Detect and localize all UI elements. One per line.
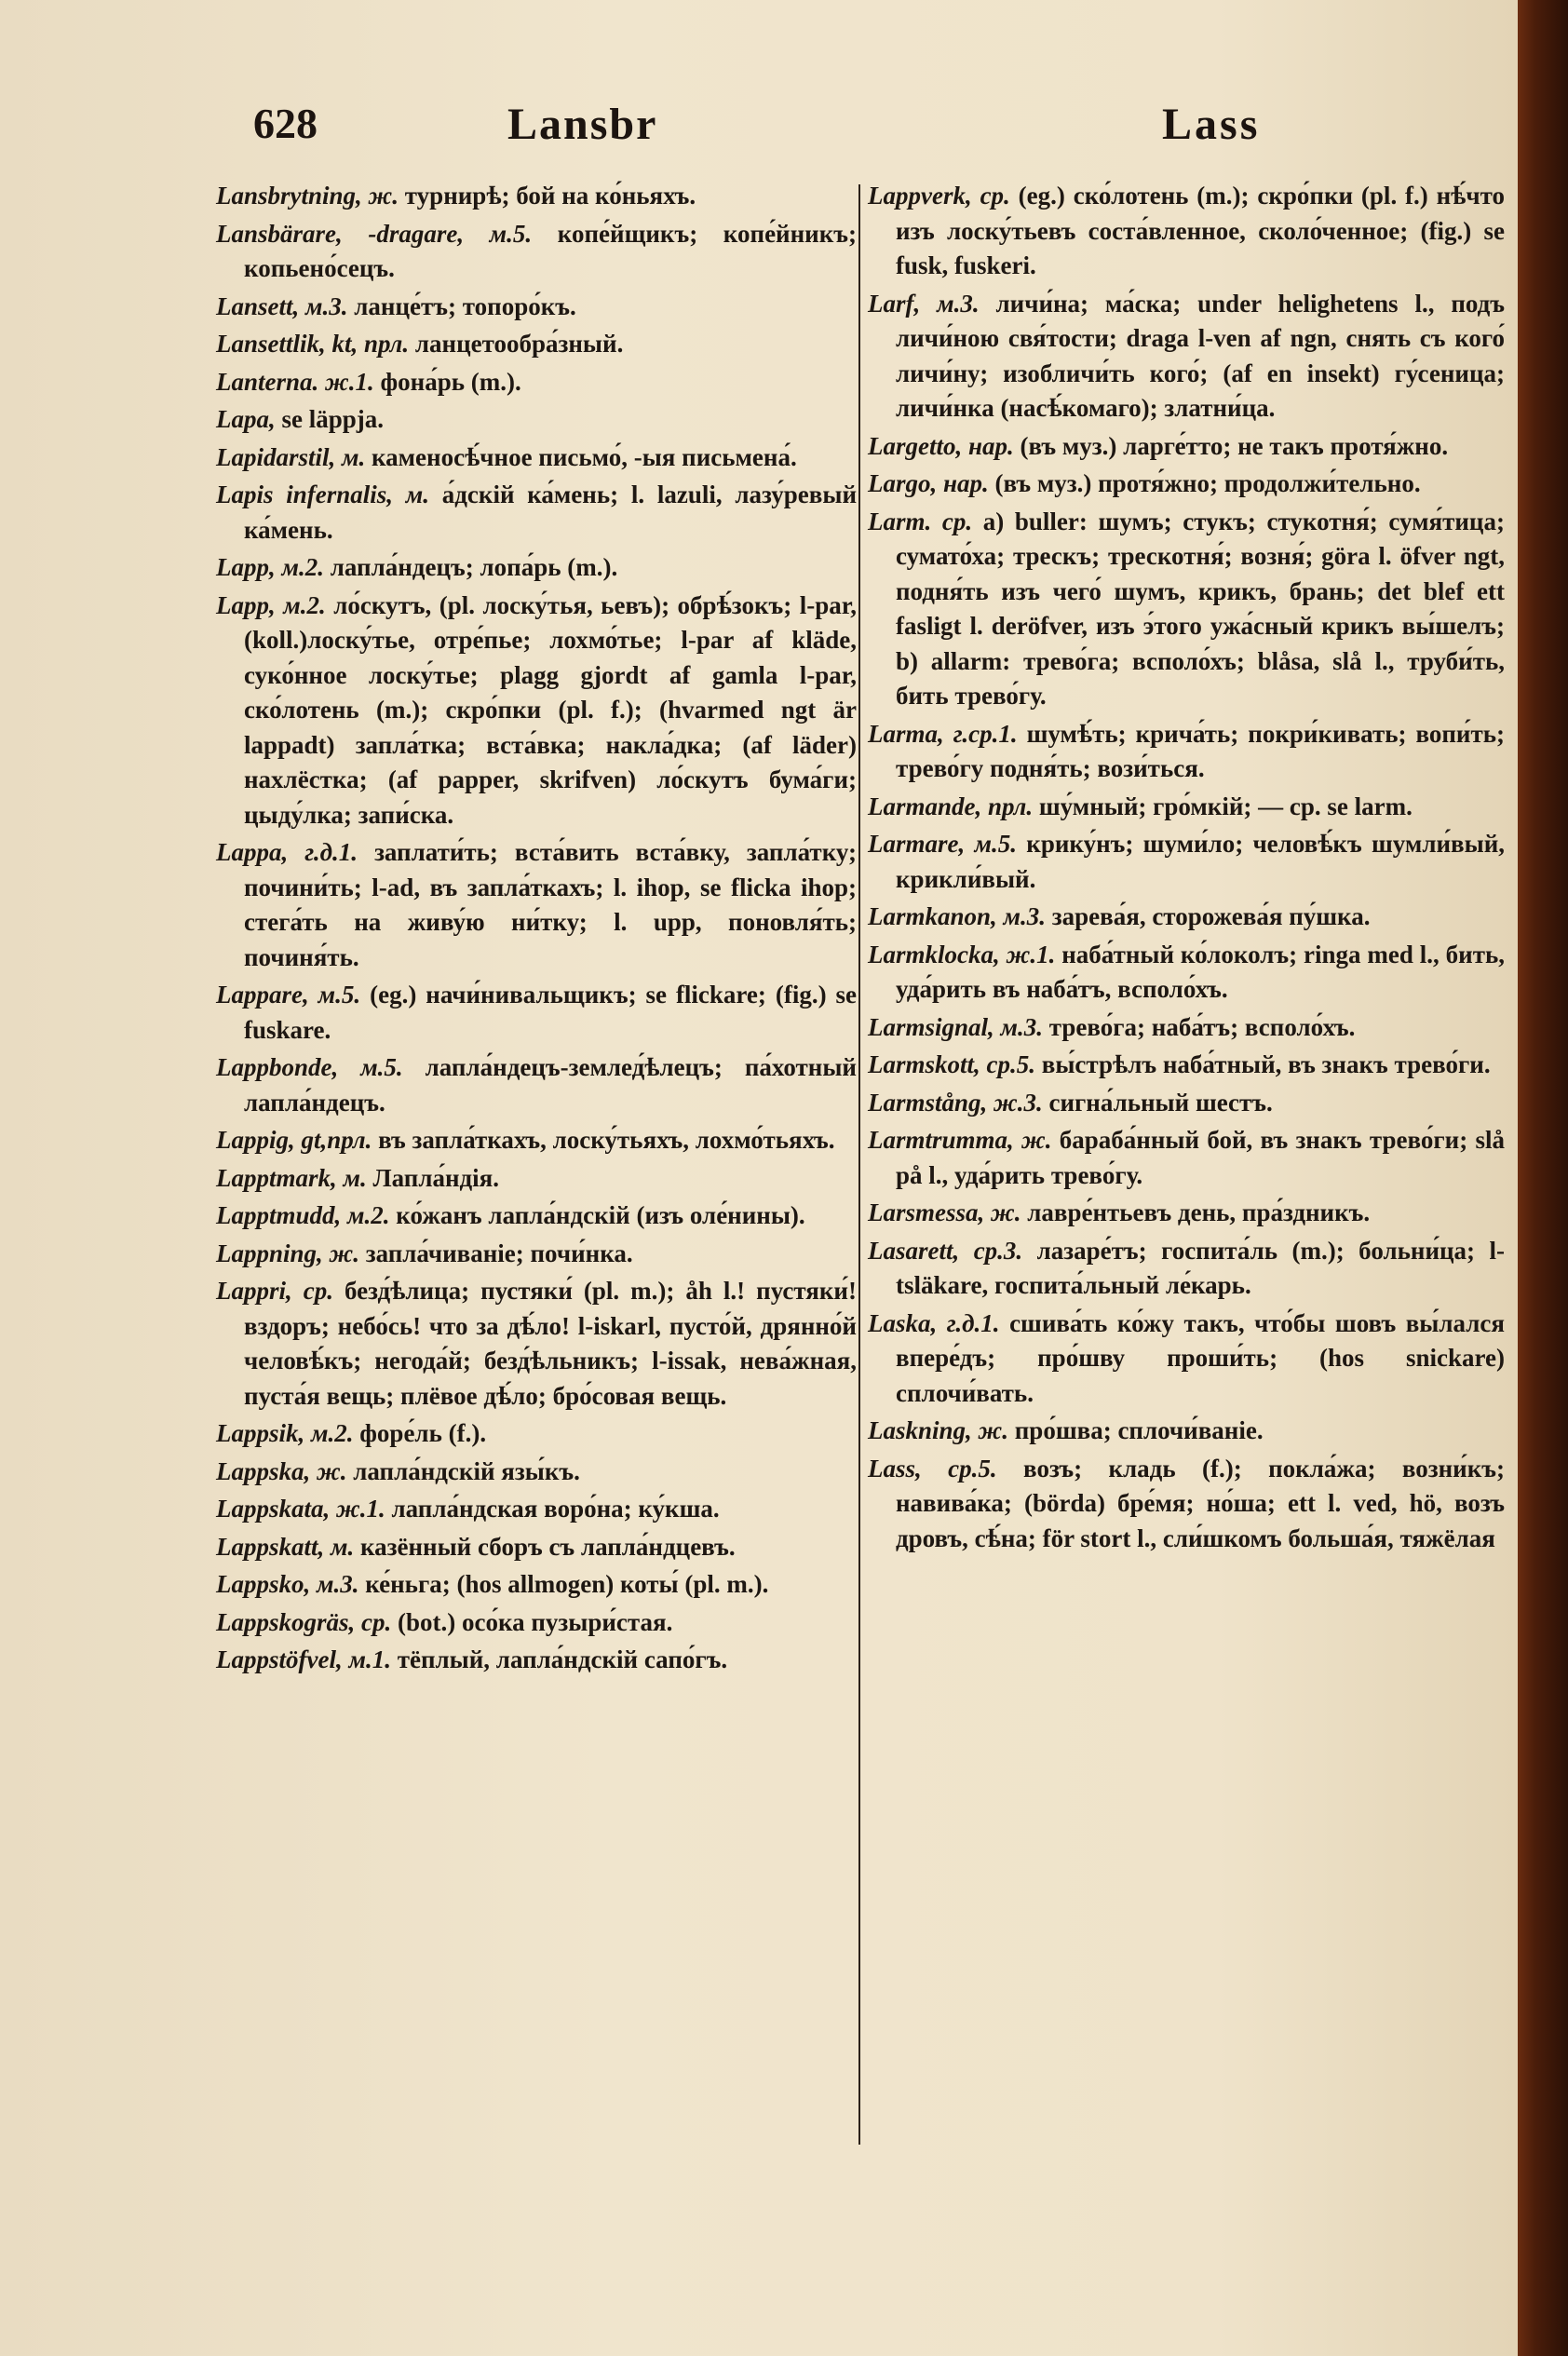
entry-headword: Lappri, ср.	[216, 1277, 333, 1305]
entry-definition: (eg.) начи́нивальщикъ; se flickare; (fig.) se fuskare.	[244, 981, 858, 1044]
entry-definition: запла́чиваніе; почи́нка.	[365, 1239, 633, 1267]
dictionary-entry	[868, 179, 1505, 284]
dictionary-entry	[216, 1605, 857, 1641]
entry-definition: лапла́ндецъ; лопа́рь (m.).	[330, 553, 618, 581]
entry-headword: Largetto, нар.	[868, 431, 1014, 460]
entry-definition: лапла́ндская воро́на; ку́кша.	[391, 1495, 720, 1523]
entry-definition: лапла́ндскій язы́къ.	[353, 1456, 580, 1485]
entry-definition: возъ; кладь (f.); покла́жа; возни́къ; навива́ка; (börda) бре́мя; но́ша; ett l. ved, hö, возъ дровъ, сѣ́на; för stort l., сли́шкомъ больша́я, тяжёлая	[896, 1454, 1505, 1552]
dictionary-entry	[216, 1492, 857, 1527]
entry-definition: ланце́тъ; топоро́къ.	[354, 291, 576, 320]
dictionary-entry	[216, 179, 857, 214]
dictionary-entry	[216, 217, 857, 287]
entry-definition: турнирѣ; бой на ко́ньяхъ.	[404, 182, 696, 210]
entry-definition: (bot.) осо́ка пузыри́стая.	[398, 1607, 673, 1636]
entry-headword: Lappbonde, м.5.	[216, 1053, 403, 1081]
dictionary-entry	[216, 835, 857, 975]
dictionary-entry	[216, 589, 857, 833]
entry-headword: Larmstång, ж.3.	[868, 1088, 1043, 1117]
left-column	[216, 179, 857, 1681]
guide-word-left: Lansbr	[507, 100, 658, 149]
entry-definition: вы́стрѣлъ наба́тный, въ знакъ трево́ги.	[1041, 1050, 1491, 1078]
entry-headword: Lappsko, м.3.	[216, 1570, 359, 1598]
entry-definition: личи́на; ма́ска; under helighetens l., подъ личи́ною свя́тости; draga l-ven af ngn, снять съ кого́ личи́ну; изобличи́ть кого́; (af en insekt) гу́сеница; личи́нка (насѣ́комаго); златни́ца.	[896, 289, 1505, 422]
entry-definition: лазаре́тъ; госпита́ль (m.); больни́ца; l-tsläkare, госпита́льный ле́карь.	[896, 1236, 1505, 1299]
entry-definition: сшива́ть ко́жу такъ, что́бы шовъ вы́лался впере́дъ; про́шву проши́ть; (hos snickare) сплочи́вать.	[896, 1308, 1505, 1407]
entry-headword: Lansett, м.3.	[216, 291, 348, 320]
dictionary-entry	[868, 1010, 1505, 1046]
entry-definition: ке́ньга; (hos allmogen) коты́ (pl. m.).	[365, 1570, 769, 1598]
dictionary-entry	[868, 505, 1505, 714]
entry-definition: (въ муз.) протя́жно; продолжи́тельно.	[994, 469, 1421, 497]
entry-headword: Lappskogräs, ср.	[216, 1607, 392, 1636]
entry-definition: форе́ль (f.).	[359, 1419, 487, 1447]
entry-headword: Larmklocka, ж.1.	[868, 940, 1056, 968]
entry-definition: ко́жанъ лапла́ндскій (изъ оле́нины).	[396, 1201, 805, 1229]
dictionary-entry	[216, 402, 857, 438]
guide-word-right: Lass	[1162, 100, 1261, 149]
dictionary-entry	[216, 1530, 857, 1565]
entry-headword: Lapptmark, м.	[216, 1163, 367, 1192]
entry-headword: Lappverk, ср.	[868, 182, 1010, 210]
dictionary-entry	[868, 790, 1505, 825]
dictionary-entry	[868, 827, 1505, 897]
dictionary-entry	[868, 467, 1505, 502]
entry-headword: Lansettlik, kt, прл.	[216, 330, 410, 358]
dictionary-entry	[868, 1123, 1505, 1193]
dictionary-entry	[868, 1086, 1505, 1121]
dictionary-entry	[216, 1050, 857, 1120]
dictionary-entry	[868, 717, 1505, 787]
dictionary-entry	[216, 1237, 857, 1272]
entry-headword: Lappskata, ж.1.	[216, 1495, 385, 1523]
entry-headword: Lappstöfvel, м.1.	[216, 1645, 391, 1673]
entry-headword: Larmtrumma, ж.	[868, 1126, 1052, 1154]
entry-headword: Lansbärare, -dragare, м.5.	[216, 219, 533, 248]
dictionary-entry	[216, 1123, 857, 1158]
dictionary-entry	[868, 287, 1505, 427]
entry-definition: безд́ѣлица; пустяки́ (pl. m.); åh l.! пустяки́! вздоръ; небо́сь! что за дѣ́ло! l-iskarl, пусто́й, дрянно́й человѣ́къ; негода́й; безд́ѣльникъ; l-issak, нева́жная, пуста́я вещь; плёвое дѣ́ло; бро́совая вещь.	[244, 1277, 857, 1410]
entry-headword: Lappning, ж.	[216, 1239, 359, 1267]
column-divider	[858, 184, 860, 2145]
dictionary-entry	[868, 900, 1505, 935]
entry-headword: Lapis infernalis, м.	[216, 481, 430, 508]
dictionary-entry	[216, 978, 857, 1048]
entry-definition: a) buller: шумъ; стукъ; стукотня́; сумя́тица; сумато́ха; трескъ; трескотня́; возня́; göra l. öfver ngt, подня́ть изъ чего́ шумъ, крикъ, брань; det blef ett fasligt l. deröfver, изъ э́того ужа́сный крикъ вы́шелъ; b) allarm: трево́га; всполо́хъ; blåsa, slå l., труби́ть, бить трево́гу.	[896, 507, 1505, 710]
dictionary-entry	[216, 1643, 857, 1678]
entry-headword: Largo, нар.	[868, 469, 989, 497]
entry-headword: Larm. ср.	[868, 507, 973, 535]
dictionary-entry	[216, 1455, 857, 1490]
dictionary-entry	[216, 327, 857, 362]
entry-definition: зарева́я, сторожева́я пу́шка.	[1051, 902, 1371, 930]
entry-headword: Larsmessa, ж.	[868, 1198, 1021, 1226]
entry-definition: наба́тный ко́локолъ; ringa med l., бить, уда́рить въ наба́тъ, всполо́хъ.	[896, 940, 1506, 1003]
entry-headword: Larmande, прл.	[868, 792, 1034, 820]
page-header	[0, 93, 1518, 158]
dictionary-entry	[868, 1452, 1505, 1557]
dictionary-entry	[216, 1161, 857, 1197]
entry-headword: Lass, ср.5.	[868, 1454, 997, 1483]
entry-definition: а́дскій ка́мень; l. lazuli, лазу́ревый ка́мень.	[244, 481, 857, 544]
entry-definition: шумѣ́ть; крича́ть; покри́кивать; вопи́ть; трево́гу подня́ть; вози́ться.	[896, 719, 1505, 782]
entry-headword: Larmare, м.5.	[868, 830, 1018, 858]
entry-headword: Lansbrytning, ж.	[216, 182, 399, 210]
entry-definition: ланцетообра́зный.	[414, 330, 624, 358]
entry-definition: трево́га; наба́тъ; всполо́хъ.	[1048, 1012, 1356, 1041]
dictionary-entry	[216, 550, 857, 586]
dictionary-entry	[216, 478, 857, 548]
entry-definition: въ запла́ткахъ, лоску́тьяхъ, лохмо́тьяхъ.	[378, 1126, 835, 1154]
dictionary-entry	[216, 440, 857, 476]
dictionary-entry	[216, 1198, 857, 1234]
entry-definition: копе́йщикъ; копе́йникъ; копьено́сецъ.	[244, 219, 858, 282]
dictionary-entry	[216, 290, 857, 325]
dictionary-entry	[868, 1048, 1505, 1083]
entry-headword: Lappig, gt,прл.	[216, 1126, 372, 1154]
entry-definition: se läppja.	[281, 405, 385, 433]
dictionary-entry	[216, 1416, 857, 1452]
entry-definition: сигна́льный шестъ.	[1048, 1088, 1273, 1117]
entry-definition: лапла́ндецъ-землед́ѣлецъ; па́хотный лапла́ндецъ.	[244, 1053, 857, 1117]
entry-definition: каменосѣ́чное письмо́, -ыя письмена́.	[372, 442, 797, 471]
right-column	[868, 179, 1505, 1559]
entry-definition: тёплый, лапла́ндскій сапо́гъ.	[397, 1645, 728, 1673]
entry-headword: Larf, м.3.	[868, 289, 980, 318]
entry-headword: Lappsik, м.2.	[216, 1419, 354, 1447]
entry-definition: про́шва; сплочи́ваніе.	[1014, 1416, 1264, 1444]
dictionary-entry	[868, 1196, 1505, 1231]
entry-headword: Lappa, г.д.1.	[216, 838, 358, 866]
entry-headword: Larmkanon, м.3.	[868, 902, 1047, 930]
entry-headword: Lapa,	[216, 405, 276, 433]
entry-headword: Lappska, ж.	[216, 1456, 347, 1485]
entry-headword: Larmskott, ср.5.	[868, 1050, 1035, 1078]
entry-headword: Lanterna. ж.1.	[216, 367, 374, 396]
dictionary-entry	[216, 1274, 857, 1414]
dictionary-entry	[216, 365, 857, 400]
entry-definition: (eg.) ско́лотень (m.); скро́пки (pl. f.) нѣ́что изъ лоску́тьевъ соста́вленное, сколо́ченное; (fig.) se fusk, fuskeri.	[896, 182, 1506, 279]
dictionary-entry	[868, 1414, 1505, 1449]
entry-headword: Lapidarstil, м.	[216, 442, 366, 471]
page-edge	[1518, 0, 1568, 2356]
dictionary-entry	[868, 938, 1505, 1008]
entry-headword: Lasarett, ср.3.	[868, 1236, 1023, 1265]
page-number: 628	[253, 100, 318, 147]
entry-headword: Larmsignal, м.3.	[868, 1012, 1044, 1041]
entry-headword: Lappskatt, м.	[216, 1532, 355, 1561]
entry-definition: шу́мный; гро́мкій; — ср. se larm.	[1038, 792, 1413, 820]
entry-definition: фона́рь (m.).	[380, 367, 521, 396]
entry-definition: казённый сборъ съ лапла́ндцевъ.	[360, 1532, 736, 1561]
entry-definition: ло́скутъ, (pl. лоску́тья, ьевъ); обрѣ́зокъ; l-par, (koll.)лоску́тье, отре́пье; лохмо́тье; l-par af kläde, суко́нное лоску́тье; plagg gjordt af gamla l-par, ско́лотень (m.); скро́пки (pl. f.); (hvarmed ngt är lappadt) запла́тка; вста́вка; накла́дка; (af läder) нахлёстка; (af papper, skrifven) ло́скутъ бума́ги; цыду́лка; запи́ска.	[244, 590, 857, 829]
dictionary-entry	[868, 429, 1505, 465]
dictionary-entry	[216, 1567, 857, 1603]
entry-definition: (въ муз.) ларге́тто; не такъ протя́жно.	[1020, 431, 1449, 460]
entry-headword: Lapp, м.2.	[216, 553, 324, 581]
entry-headword: Larma, г.ср.1.	[868, 719, 1018, 748]
entry-definition: лавре́нтьевъ день, пра́здникъ.	[1027, 1198, 1371, 1226]
entry-headword: Laska, г.д.1.	[868, 1308, 1000, 1337]
entry-definition: бараба́нный бой, въ знакъ трево́ги; slå på l., уда́рить трево́гу.	[896, 1126, 1505, 1189]
dictionary-entry	[868, 1307, 1505, 1412]
entry-headword: Lapp, м.2.	[216, 590, 326, 619]
entry-headword: Lapptmudd, м.2.	[216, 1201, 390, 1229]
entry-headword: Laskning, ж.	[868, 1416, 1008, 1444]
entry-definition: Лапла́ндія.	[372, 1163, 500, 1192]
entry-definition: крику́нъ; шуми́ло; человѣ́къ шумли́вый, крикли́вый.	[896, 830, 1506, 893]
dictionary-entry	[868, 1234, 1505, 1304]
entry-headword: Lappare, м.5.	[216, 981, 361, 1009]
entry-definition: заплати́ть; вста́вить вста́вку, запла́тку; почини́ть; l-ad, въ запла́ткахъ; l. ihop, se flicka ihop; стега́ть на живу́ю ни́тку; l. upp, поновля́ть; починя́ть.	[244, 838, 858, 971]
